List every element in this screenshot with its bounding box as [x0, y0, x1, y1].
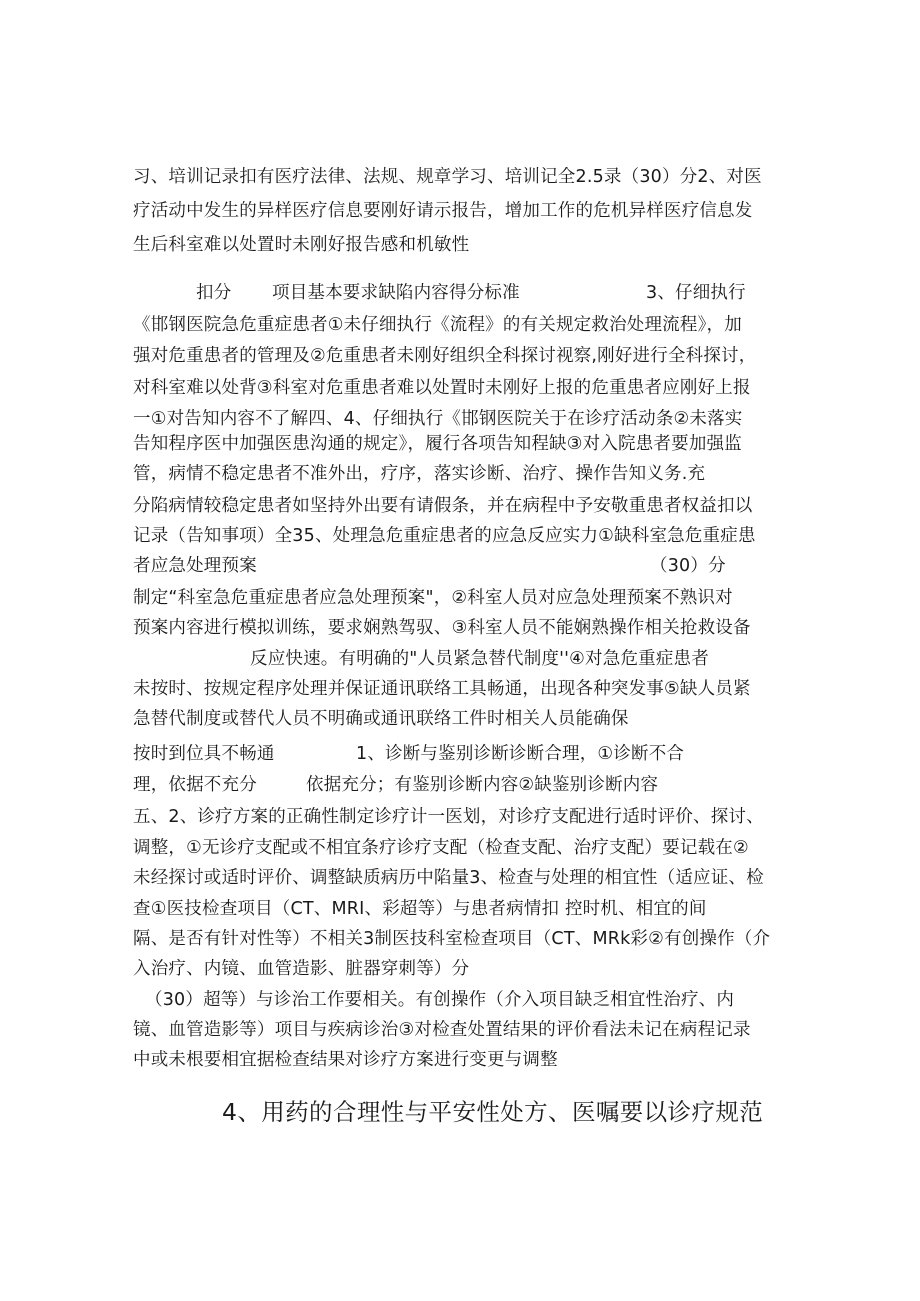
text-line: 镜、血管造影等）项目与疾病诊治③对检查处置结果的评价看法未记在病程记录	[133, 1020, 751, 1040]
text-line: 依据充分；有鉴别诊断内容②缺鉴别诊断内容	[306, 775, 659, 795]
text-line: 疗活动中发生的异样医疗信息要刚好请示报告，增加工作的危机异样医疗信息发	[133, 201, 753, 221]
text-line: 调整，①无诊疗支配或不相宜条疗诊疗支配（检查支配、治疗支配）要记载在②	[133, 838, 749, 858]
text-line: 告知程序医中加强医患沟通的规定》，履行各项告知程缺③对入院患者要加强监	[133, 434, 742, 454]
text-line: 《邯钢医院急危重症患者①未仔细执行《流程》的有关规定救治处理流程》，加	[133, 315, 742, 335]
text-line: 生后科室难以处置时未刚好报告感和机敏性	[133, 235, 470, 255]
text-line: 未按时、按规定程序处理并保证通讯联络工具畅通，出现各种突发事⑤缺人员紧	[133, 679, 751, 699]
text-line: 中或未根要相宜据检查结果对诊疗方案进行变更与调整	[133, 1050, 558, 1070]
section-heading: 4、用药的合理性与平安性处方、医嘱要以诊疗规范	[222, 1098, 764, 1126]
text-line: 管，病情不稳定患者不准外出，疗序，落实诊断、治疗、操作告知义务.充	[133, 464, 706, 484]
text-line: 强对危重患者的管理及②危重患者未刚好组织全科探讨视察,刚好进行全科探讨，	[133, 346, 757, 366]
text-line: 对科室难以处背③科室对危重患者难以处置时未刚好上报的危重患者应刚好上报	[133, 378, 751, 398]
text-line: 预案内容进行模拟训练，要求娴熟驾驭、③科室人员不能娴熟操作相关抢救设备	[133, 618, 751, 638]
text-line: 分陷病情较稳定患者如坚持外出要有请假条，并在病程中予安敬重患者权益扣以	[133, 496, 753, 516]
text-line: 理，依据不充分	[133, 775, 257, 795]
text-line: 记录（告知事项）全35、处理急危重症患者的应急反应实力①缺科室急危重症患	[133, 526, 756, 546]
text-line: 反应快速。有明确的"人员紧急替代制度''④对急危重症患者	[250, 649, 709, 669]
text-line: 隔、是否有针对性等）不相关3制医技科室检查项目（CT、MRk彩②有创操作（介	[133, 929, 771, 949]
text-line: 习、培训记录扣有医疗法律、法规、规章学习、培训记全2.5录（30）分2、对医	[133, 167, 762, 187]
text-line: 未经探讨或适时评价、调整缺质病历中陷量3、检查与处理的相宜性（适应证、检	[133, 868, 764, 888]
text-line: 扣分	[196, 283, 232, 303]
text-line: 急替代制度或替代人员不明确或通讯联络工件时相关人员能确保	[133, 709, 629, 729]
text-line: 3、仔细执行	[646, 283, 746, 303]
text-line: 制定“科室急危重症患者应急处理预案"，②科室人员对应急处理预案不熟识对	[133, 588, 733, 608]
text-line: 入治疗、内镜、血管造影、脏器穿刺等）分	[133, 959, 470, 979]
text-line: 1、诊断与鉴别诊断诊断合理，①诊断不合	[356, 744, 685, 764]
text-line: （30）分	[650, 556, 726, 576]
text-line: 按时到位具不畅通	[133, 744, 275, 764]
text-line: （30）超等）与诊治工作要相关。有创操作（介入项目缺乏相宜性治疗、内	[145, 990, 735, 1010]
text-line: 查①医技检查项目（CT、MRI、彩超等）与患者病情扣 控时机、相宜的间	[133, 899, 707, 919]
text-line: 者应急处理预案	[133, 556, 257, 576]
text-line: 五、2、诊疗方案的正确性制定诊疗计一医划，对诊疗支配进行适时评价、探讨、	[133, 807, 764, 827]
text-line: 一①对告知内容不了解四、4、仔细执行《邯钢医院关于在诊疗活动条②未落实	[133, 409, 743, 429]
text-line: 项目基本要求缺陷内容得分标准	[272, 283, 520, 303]
